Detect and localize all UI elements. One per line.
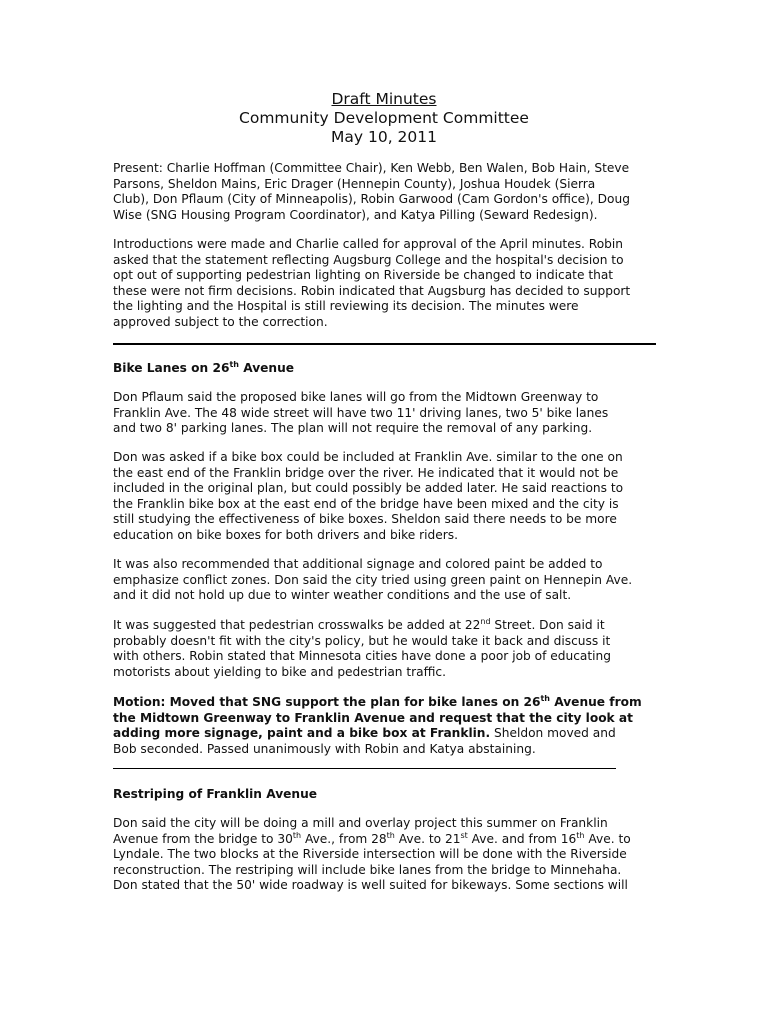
attendees-paragraph <box>113 161 673 223</box>
paragraph-line <box>113 832 673 848</box>
text-run: Ave. to <box>584 831 631 846</box>
paragraph-line: still studying the effectiveness of bike boxes. Sheldon said there needs to be more <box>113 512 617 527</box>
introductions-paragraph <box>113 237 673 331</box>
bike-lanes-paragraph-2 <box>113 450 673 544</box>
paragraph-line: the Franklin bike box at the east end of the bridge have been mixed and the city is <box>113 496 619 511</box>
paragraph-line: education on bike boxes for both drivers and bike riders. <box>113 527 458 542</box>
attendees-line: Wise (SNG Housing Program Coordinator), and Katya Pilling (Seward Redesign). <box>113 207 598 222</box>
heading-text: Bike Lanes on 26 <box>113 361 230 375</box>
attendees-line: Present: Charlie Hoffman (Committee Chair), Ken Webb, Ben Walen, Bob Hain, Steve <box>113 161 630 175</box>
ordinal-suffix: th <box>540 693 550 703</box>
bike-lanes-paragraph-4 <box>113 618 673 680</box>
motion-paragraph <box>113 695 673 757</box>
paragraph-line: probably doesn't fit with the city's policy, but he would take it back and discuss it <box>113 633 611 648</box>
motion-line <box>113 695 673 711</box>
paragraph-line: Don Pflaum said the proposed bike lanes will go from the Midtown Greenway to <box>113 390 599 404</box>
meeting-date: May 10, 2011 <box>331 128 437 146</box>
ordinal-suffix: th <box>292 830 302 840</box>
section-underline-divider <box>113 768 616 769</box>
ordinal-suffix: th <box>229 359 239 369</box>
text-run: Motion: Moved that SNG support the plan for bike lanes on 26 <box>113 695 541 709</box>
restriping-heading: Restriping of Franklin Avenue <box>113 787 318 801</box>
paragraph-line <box>113 618 673 634</box>
paragraph-line: Don said the city will be doing a mill and overlay project this summer on Franklin <box>113 816 608 830</box>
text-run: Avenue from the bridge to 30 <box>113 831 293 846</box>
intro-line: asked that the statement reflecting Augsburg College and the hospital's decision to <box>113 252 624 267</box>
text-run: Ave. and from 16 <box>467 831 577 846</box>
intro-line: Introductions were made and Charlie called for approval of the April minutes. Robin <box>113 237 624 251</box>
text-run: adding more signage, paint and a bike box at Franklin. <box>113 726 491 741</box>
intro-line: these were not firm decisions. Robin indicated that Augsburg has decided to support <box>113 283 631 298</box>
paragraph-line: the east end of the Franklin bridge over the river. He indicated that it would not be <box>113 465 619 480</box>
text-run: Sheldon moved and <box>490 726 616 741</box>
paragraph-line: reconstruction. The restriping will include bike lanes from the bridge to Minnehaha. <box>113 862 622 877</box>
ordinal-suffix: st <box>460 830 468 840</box>
restriping-paragraph <box>113 816 673 894</box>
bike-lanes-paragraph-3 <box>113 557 673 604</box>
paragraph-line: It was also recommended that additional signage and colored paint be added to <box>113 557 603 571</box>
bike-lanes-paragraph-1 <box>113 390 673 437</box>
motion-line: the Midtown Greenway to Franklin Avenue and request that the city look at <box>113 710 633 725</box>
ordinal-suffix: th <box>576 830 585 840</box>
text-run: Avenue from <box>550 695 642 709</box>
document-header <box>0 90 768 147</box>
bike-lanes-heading <box>113 361 673 377</box>
paragraph-line: and two 8' parking lanes. The plan will not require the removal of any parking. <box>113 421 593 436</box>
paragraph-line: included in the original plan, but could possibly be added later. He said reactions to <box>113 481 624 496</box>
intro-line: the lighting and the Hospital is still reviewing its decision. The minutes were <box>113 299 579 314</box>
committee-name: Community Development Committee <box>239 109 529 127</box>
paragraph-line: and it did not hold up due to winter weather conditions and the use of salt. <box>113 588 572 603</box>
text-run: Ave., from 28 <box>301 831 387 846</box>
ordinal-suffix: th <box>386 830 395 840</box>
paragraph-line: emphasize conflict zones. Don said the city tried using green paint on Hennepin Ave. <box>113 572 633 587</box>
paragraph-line: Don was asked if a bike box could be included at Franklin Ave. similar to the one on <box>113 450 623 464</box>
section-divider <box>113 343 656 345</box>
text-run: It was suggested that pedestrian crosswalks be added at 22 <box>113 618 481 632</box>
paragraph-line: Lyndale. The two blocks at the Riverside intersection will be done with the Riverside <box>113 847 627 862</box>
motion-line <box>113 726 673 742</box>
heading-text: Avenue <box>238 361 295 375</box>
intro-line: approved subject to the correction. <box>113 314 328 329</box>
intro-line: opt out of supporting pedestrian lighting on Riverside be changed to indicate that <box>113 268 614 283</box>
motion-line: Bob seconded. Passed unanimously with Robin and Katya abstaining. <box>113 741 536 756</box>
text-run: Ave. to 21 <box>394 831 461 846</box>
paragraph-line: Don stated that the 50' wide roadway is well suited for bikeways. Some sections will <box>113 878 628 893</box>
attendees-line: Parsons, Sheldon Mains, Eric Drager (Hennepin County), Joshua Houdek (Sierra <box>113 176 596 191</box>
paragraph-line: with others. Robin stated that Minnesota cities have done a poor job of educating <box>113 649 612 664</box>
text-run: Street. Don said it <box>490 618 605 632</box>
document-title: Draft Minutes <box>331 90 437 108</box>
paragraph-line: motorists about yielding to bike and pedestrian traffic. <box>113 664 446 679</box>
paragraph-line: Franklin Ave. The 48 wide street will have two 11' driving lanes, two 5' bike lanes <box>113 405 609 420</box>
ordinal-suffix: nd <box>480 616 491 626</box>
attendees-line: Club), Don Pflaum (City of Minneapolis), Robin Garwood (Cam Gordon's office), Doug <box>113 192 630 207</box>
